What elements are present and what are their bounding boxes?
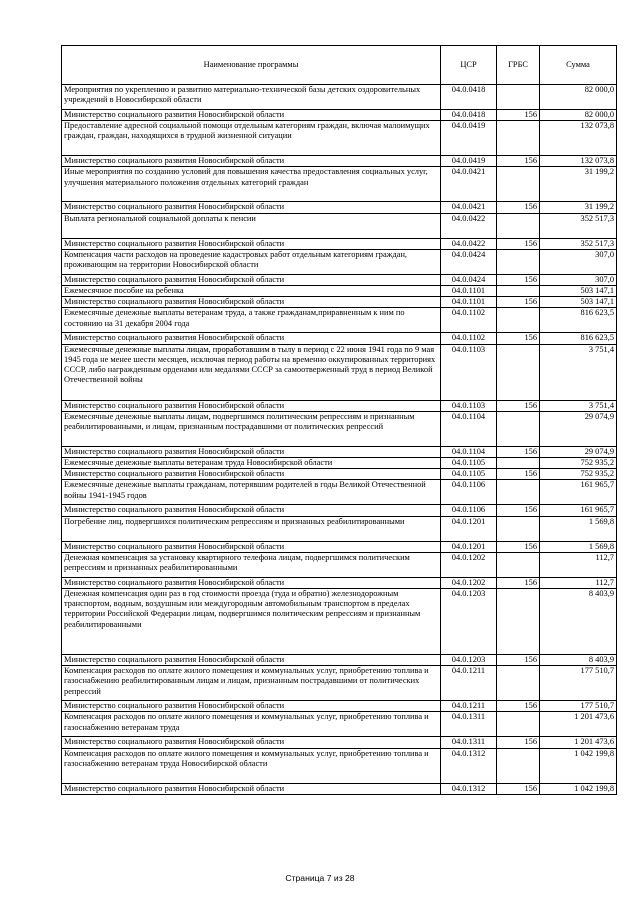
row-csr-code: 04.0.1103 — [441, 344, 497, 400]
table-row — [62, 446, 617, 457]
row-csr-code: 04.0.1312 — [441, 748, 497, 783]
row-amount: 1 201 473,6 — [540, 737, 617, 748]
table-row — [62, 737, 617, 748]
header-program-name: Наименование программы — [62, 46, 441, 85]
row-csr-code: 04.0.1312 — [441, 783, 497, 794]
row-amount: 29 074,9 — [540, 411, 617, 446]
row-csr-code: 04.0.0421 — [441, 167, 497, 202]
table-row — [62, 110, 617, 121]
row-grbs-code: 156 — [497, 541, 540, 552]
row-program-name: Министерство социального развития Новосибирской области — [62, 655, 441, 666]
row-amount: 161 965,7 — [540, 480, 617, 505]
table-row — [62, 480, 617, 505]
table-row — [62, 333, 617, 344]
row-grbs-code — [497, 516, 540, 541]
row-csr-code: 04.0.0418 — [441, 85, 497, 110]
row-amount: 1 042 199,8 — [540, 748, 617, 783]
row-csr-code: 04.0.1105 — [441, 469, 497, 480]
row-program-name: Министерство социального развития Новосибирской области — [62, 446, 441, 457]
row-csr-code: 04.0.1101 — [441, 286, 497, 297]
header-grbs: ГРБС — [497, 46, 540, 85]
row-grbs-code — [497, 308, 540, 333]
table-row — [62, 783, 617, 794]
row-csr-code: 04.0.1201 — [441, 541, 497, 552]
row-amount: 752 935,2 — [540, 469, 617, 480]
table-row — [62, 85, 617, 110]
row-amount: 307,0 — [540, 249, 617, 274]
row-grbs-code: 156 — [497, 737, 540, 748]
row-program-name: Министерство социального развития Новосибирской области — [62, 577, 441, 588]
row-csr-code: 04.0.1203 — [441, 589, 497, 655]
row-csr-code: 04.0.1211 — [441, 666, 497, 701]
row-grbs-code: 156 — [497, 701, 540, 712]
row-amount: 161 965,7 — [540, 505, 617, 516]
row-amount: 132 073,8 — [540, 121, 617, 156]
row-csr-code: 04.0.1104 — [441, 411, 497, 446]
row-csr-code: 04.0.0422 — [441, 238, 497, 249]
table-row — [62, 748, 617, 783]
row-grbs-code — [497, 167, 540, 202]
row-program-name: Министерство социального развития Новосибирской области — [62, 110, 441, 121]
row-grbs-code: 156 — [497, 110, 540, 121]
header-sum: Сумма — [540, 46, 617, 85]
row-csr-code: 04.0.1101 — [441, 297, 497, 308]
row-amount: 8 403,9 — [540, 589, 617, 655]
table-row — [62, 344, 617, 400]
row-grbs-code — [497, 480, 540, 505]
row-grbs-code — [497, 249, 540, 274]
row-grbs-code — [497, 458, 540, 469]
row-amount: 503 147,1 — [540, 286, 617, 297]
row-grbs-code: 156 — [497, 333, 540, 344]
row-grbs-code — [497, 286, 540, 297]
row-amount: 177 510,7 — [540, 666, 617, 701]
row-program-name: Министерство социального развития Новосибирской области — [62, 202, 441, 213]
table-row — [62, 589, 617, 655]
row-grbs-code: 156 — [497, 577, 540, 588]
row-csr-code: 04.0.0419 — [441, 156, 497, 167]
table-row — [62, 666, 617, 701]
row-amount: 31 199,2 — [540, 167, 617, 202]
table-row — [62, 655, 617, 666]
row-program-name: Министерство социального развития Новосибирской области — [62, 505, 441, 516]
table-row — [62, 167, 617, 202]
row-program-name: Компенсация части расходов на проведение кадастровых работ отдельным категориям граждан, проживающим на территории Новосибирской области — [62, 249, 441, 274]
row-grbs-code: 156 — [497, 400, 540, 411]
row-program-name: Ежемесячные денежные выплаты лицам, подвергшимся политическим репрессиям и признанным реабилитированными, и лицам, признанным пострадавшими от политических репрессий — [62, 411, 441, 446]
table-row — [62, 238, 617, 249]
row-program-name: Министерство социального развития Новосибирской области — [62, 297, 441, 308]
table-row — [62, 469, 617, 480]
table-row — [62, 505, 617, 516]
row-amount: 307,0 — [540, 274, 617, 285]
row-amount: 1 569,8 — [540, 516, 617, 541]
table-row — [62, 400, 617, 411]
row-grbs-code — [497, 589, 540, 655]
row-csr-code: 04.0.1104 — [441, 446, 497, 457]
row-amount: 1 201 473,6 — [540, 712, 617, 737]
row-grbs-code — [497, 552, 540, 577]
table-row — [62, 286, 617, 297]
row-program-name: Министерство социального развития Новосибирской области — [62, 737, 441, 748]
row-program-name: Министерство социального развития Новосибирской области — [62, 701, 441, 712]
row-program-name: Денежная компенсация за установку квартирного телефона лицам, подвергшимся политическим репрессиям и признанных реабилитированными — [62, 552, 441, 577]
row-grbs-code — [497, 748, 540, 783]
row-amount: 752 935,2 — [540, 458, 617, 469]
table-row — [62, 121, 617, 156]
row-grbs-code: 156 — [497, 446, 540, 457]
row-csr-code: 04.0.1102 — [441, 333, 497, 344]
row-program-name: Министерство социального развития Новосибирской области — [62, 541, 441, 552]
row-amount: 29 074,9 — [540, 446, 617, 457]
row-csr-code: 04.0.0418 — [441, 110, 497, 121]
row-program-name: Министерство социального развития Новосибирской области — [62, 333, 441, 344]
row-csr-code: 04.0.1106 — [441, 480, 497, 505]
row-csr-code: 04.0.1311 — [441, 712, 497, 737]
row-grbs-code: 156 — [497, 469, 540, 480]
row-csr-code: 04.0.0422 — [441, 213, 497, 238]
row-program-name: Министерство социального развития Новосибирской области — [62, 400, 441, 411]
row-program-name: Компенсация расходов по оплате жилого помещения и коммунальных услуг, приобретению топлива и газоснабжению ветеранам труда Новосибирской области — [62, 748, 441, 783]
table-row — [62, 156, 617, 167]
table-row — [62, 701, 617, 712]
row-program-name: Компенсация расходов по оплате жилого помещения и коммунальных услуг, приобретению топлива и газоснабжению реабилитированным лицам и лицам, признанным пострадавшими от политических репрессий — [62, 666, 441, 701]
row-program-name: Ежемесячные денежные выплаты гражданам, потерявшим родителей в годы Великой Отечественной войны 1941-1945 годов — [62, 480, 441, 505]
row-amount: 177 510,7 — [540, 701, 617, 712]
row-program-name: Предоставление адресной социальной помощи отдельным категориям граждан, включая малоимущих граждан, граждан, находящихся в трудной жизненной ситуации — [62, 121, 441, 156]
row-program-name: Министерство социального развития Новосибирской области — [62, 783, 441, 794]
row-grbs-code: 156 — [497, 297, 540, 308]
row-grbs-code — [497, 85, 540, 110]
row-grbs-code — [497, 666, 540, 701]
row-amount: 82 000,0 — [540, 85, 617, 110]
row-csr-code: 04.0.1311 — [441, 737, 497, 748]
row-grbs-code: 156 — [497, 238, 540, 249]
row-amount: 1 042 199,8 — [540, 783, 617, 794]
row-amount: 132 073,8 — [540, 156, 617, 167]
row-csr-code: 04.0.1202 — [441, 552, 497, 577]
row-amount: 112,7 — [540, 552, 617, 577]
row-grbs-code: 156 — [497, 274, 540, 285]
row-amount: 3 751,4 — [540, 400, 617, 411]
row-grbs-code: 156 — [497, 783, 540, 794]
budget-table — [61, 45, 617, 795]
row-amount: 31 199,2 — [540, 202, 617, 213]
row-program-name: Ежемесячные денежные выплаты ветеранам труда, а также гражданам,приравненным к ним по состоянию на 31 декабря 2004 года — [62, 308, 441, 333]
row-program-name: Иные мероприятия по созданию условий для повышения качества предоставления социальных услуг, улучшения материального положения отдельных категорий граждан — [62, 167, 441, 202]
table-body — [62, 85, 617, 795]
row-grbs-code — [497, 344, 540, 400]
table-row — [62, 516, 617, 541]
row-program-name: Денежная компенсация один раз в год стоимости проезда (туда и обратно) железнодорожным транспортом, водным, воздушным или междугородным автомобильным транспортом в пределах территории Российской Федерации лицам, подвергшимся политическим репрессиям и признанным реабилитированными — [62, 589, 441, 655]
row-amount: 82 000,0 — [540, 110, 617, 121]
table-row — [62, 308, 617, 333]
row-csr-code: 04.0.0424 — [441, 249, 497, 274]
row-program-name: Погребение лиц, подвергшихся политическим репрессиям и признанных реабилитированными — [62, 516, 441, 541]
row-csr-code: 04.0.1202 — [441, 577, 497, 588]
row-amount: 3 751,4 — [540, 344, 617, 400]
row-amount: 8 403,9 — [540, 655, 617, 666]
row-csr-code: 04.0.0419 — [441, 121, 497, 156]
page-number: Страница 7 из 28 — [285, 873, 355, 883]
row-grbs-code — [497, 712, 540, 737]
row-csr-code: 04.0.0421 — [441, 202, 497, 213]
row-grbs-code: 156 — [497, 505, 540, 516]
row-program-name: Выплата региональной социальной доплаты к пенсии — [62, 213, 441, 238]
row-amount: 112,7 — [540, 577, 617, 588]
row-grbs-code — [497, 121, 540, 156]
row-amount: 1 569,8 — [540, 541, 617, 552]
row-program-name: Мероприятия по укреплению и развитию материально-технической базы детских оздоровительных учреждений в Новосибирской области — [62, 85, 441, 110]
row-amount: 816 623,5 — [540, 308, 617, 333]
table-row — [62, 274, 617, 285]
row-program-name: Ежемесячное пособие на ребенка — [62, 286, 441, 297]
row-grbs-code: 156 — [497, 202, 540, 213]
row-grbs-code — [497, 213, 540, 238]
row-csr-code: 04.0.1105 — [441, 458, 497, 469]
table-row — [62, 411, 617, 446]
table-row — [62, 552, 617, 577]
row-program-name: Министерство социального развития Новосибирской области — [62, 469, 441, 480]
row-program-name: Ежемесячные денежные выплаты ветеранам труда Новосибирской области — [62, 458, 441, 469]
row-grbs-code: 156 — [497, 156, 540, 167]
header-csr: ЦСР — [441, 46, 497, 85]
row-amount: 352 517,3 — [540, 238, 617, 249]
row-csr-code: 04.0.1203 — [441, 655, 497, 666]
table-row — [62, 213, 617, 238]
row-program-name: Министерство социального развития Новосибирской области — [62, 156, 441, 167]
row-program-name: Министерство социального развития Новосибирской области — [62, 238, 441, 249]
row-amount: 816 623,5 — [540, 333, 617, 344]
row-program-name: Компенсация расходов по оплате жилого помещения и коммунальных услуг, приобретению топлива и газоснабжению ветеранам труда — [62, 712, 441, 737]
row-csr-code: 04.0.1211 — [441, 701, 497, 712]
row-program-name: Ежемесячные денежные выплаты лицам, проработавшим в тылу в период с 22 июня 1941 года по 9 мая 1945 года не менее шести месяцев, исключая период работы на временно оккупированных территориях СССР, либо награжденным орденами или медалями СССР за самоотверженный труд в период Великой Отечественной войны — [62, 344, 441, 400]
table-row — [62, 712, 617, 737]
table-row — [62, 541, 617, 552]
row-program-name: Министерство социального развития Новосибирской области — [62, 274, 441, 285]
table-row — [62, 577, 617, 588]
row-csr-code: 04.0.1201 — [441, 516, 497, 541]
table-row — [62, 249, 617, 274]
row-csr-code: 04.0.1106 — [441, 505, 497, 516]
row-csr-code: 04.0.0424 — [441, 274, 497, 285]
row-csr-code: 04.0.1103 — [441, 400, 497, 411]
row-grbs-code: 156 — [497, 655, 540, 666]
row-amount: 503 147,1 — [540, 297, 617, 308]
table-row — [62, 202, 617, 213]
row-amount: 352 517,3 — [540, 213, 617, 238]
table-row — [62, 458, 617, 469]
table-header-row — [62, 46, 617, 85]
row-grbs-code — [497, 411, 540, 446]
table-row — [62, 297, 617, 308]
row-csr-code: 04.0.1102 — [441, 308, 497, 333]
